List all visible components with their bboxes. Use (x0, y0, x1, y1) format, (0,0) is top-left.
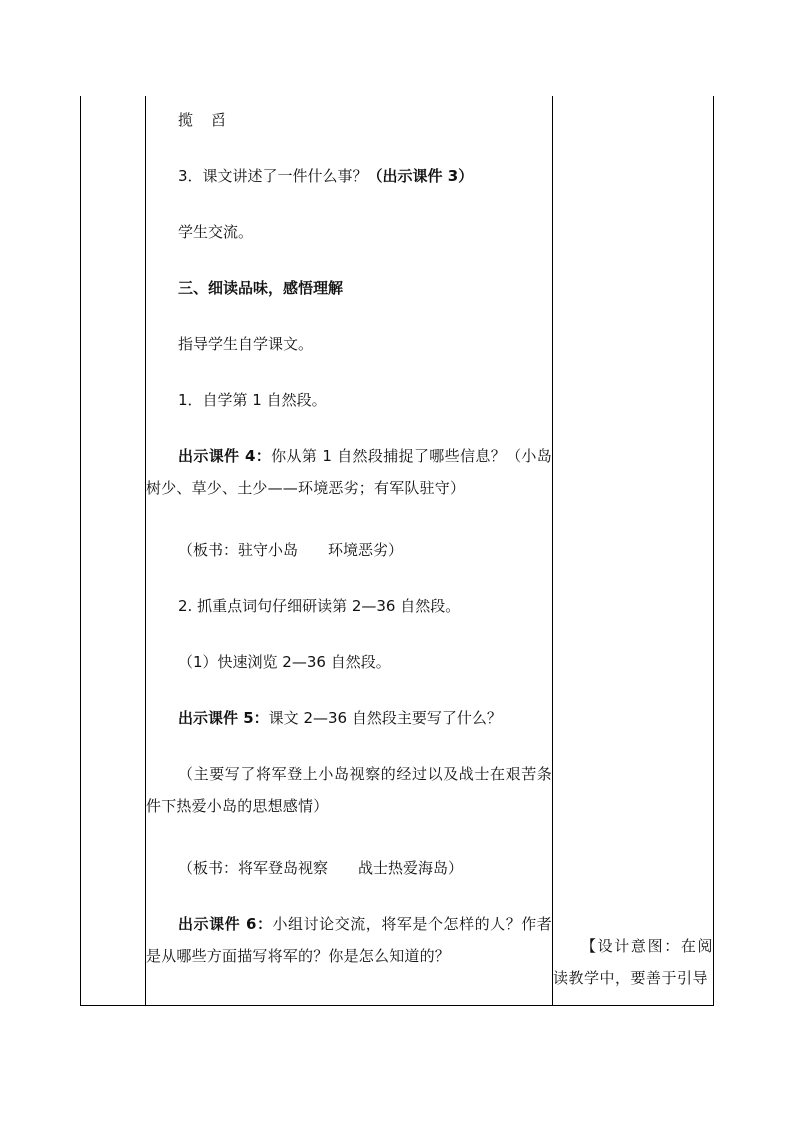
question-3-slide-ref: （出示课件 3） (367, 167, 474, 185)
vocab-char-1: 揽 (178, 111, 194, 129)
question-3-text: 3．课文讲述了一件什么事？ (178, 167, 368, 185)
step-2-1: （1）快速浏览 2—36 自然段。 (178, 653, 391, 671)
table-bottom-border (80, 1005, 714, 1006)
slide-4-text: 你从第 1 自然段捕捉了哪些信息？（小岛树少、草少、土少——环境恶劣；有军队驻守） (146, 447, 552, 497)
section-3-heading: 三、细读品味，感悟理解 (178, 279, 344, 297)
slide-6-text: 小组讨论交流，将军是个怎样的人？作者是从哪些方面描写将军的？你是怎么知道的？ (146, 915, 553, 965)
step-1: 1．自学第 1 自然段。 (178, 391, 327, 409)
slide-5-paragraph (146, 702, 584, 734)
table-left-border (80, 96, 81, 1006)
student-exchange: 学生交流。 (178, 223, 254, 241)
slide-5-label: 出示课件 5： (178, 709, 269, 727)
slide-6-paragraph (146, 908, 552, 972)
board-note-2 (146, 852, 584, 884)
answer-5: （主要写了将军登上小岛视察的经过以及战士在艰苦条件下热爱小岛的思想感情） (146, 765, 552, 815)
guide-self-study: 指导学生自学课文。 (178, 335, 314, 353)
slide-4-label: 出示课件 4： (178, 447, 272, 465)
board-note-2-close: 战士热爱海岛） (358, 859, 464, 877)
board-note-1-open: （板书：驻守小岛 (178, 541, 299, 559)
design-intent-note: 【设计意图：在阅读教学中，要善于引导 (553, 937, 713, 987)
board-note-2-open: （板书：将军登岛视察 (178, 859, 329, 877)
vocab-char-2: 舀 (211, 111, 227, 129)
slide-4-paragraph (146, 440, 552, 504)
table-right-border (713, 96, 714, 1006)
board-note-1 (146, 534, 584, 566)
question-3 (146, 160, 584, 192)
slide-6-label: 出示课件 6： (178, 915, 273, 933)
board-note-1-close: 环境恶劣） (328, 541, 404, 559)
step-2: 2. 抓重点词句仔细研读第 2—36 自然段。 (178, 597, 461, 615)
vocab-line (146, 104, 584, 136)
slide-5-text: 课文 2—36 自然段主要写了什么？ (268, 709, 502, 727)
